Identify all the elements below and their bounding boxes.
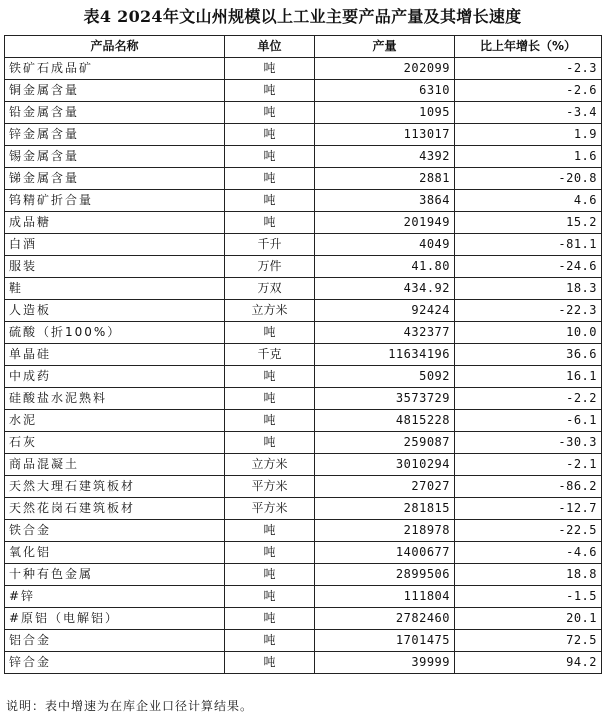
growth-cell: -22.5 (455, 520, 602, 542)
unit-cell: 万件 (225, 256, 315, 278)
product-name-cell: 锡金属含量 (5, 146, 225, 168)
output-cell: 1095 (315, 102, 455, 124)
product-name-cell: 铁合金 (5, 520, 225, 542)
table-row (5, 652, 602, 674)
product-name-cell: 铁矿石成品矿 (5, 58, 225, 80)
table-row (5, 586, 602, 608)
table-row (5, 124, 602, 146)
table-row (5, 476, 602, 498)
table-row (5, 410, 602, 432)
growth-cell: -81.1 (455, 234, 602, 256)
product-name-cell: #原铝（电解铝） (5, 608, 225, 630)
growth-cell: 20.1 (455, 608, 602, 630)
header-unit: 单位 (225, 36, 315, 58)
growth-cell: 1.6 (455, 146, 602, 168)
table-row (5, 608, 602, 630)
unit-cell: 千升 (225, 234, 315, 256)
table-row (5, 630, 602, 652)
unit-cell: 吨 (225, 102, 315, 124)
output-cell: 41.80 (315, 256, 455, 278)
production-table (4, 35, 602, 674)
table-note: 说明：表中增速为在库企业口径计算结果。 (6, 699, 254, 713)
growth-cell: -86.2 (455, 476, 602, 498)
table-row (5, 256, 602, 278)
unit-cell: 吨 (225, 124, 315, 146)
product-name-cell: 商品混凝土 (5, 454, 225, 476)
unit-cell: 吨 (225, 212, 315, 234)
unit-cell: 吨 (225, 432, 315, 454)
output-cell: 201949 (315, 212, 455, 234)
output-cell: 281815 (315, 498, 455, 520)
unit-cell: 吨 (225, 586, 315, 608)
product-name-cell: 成品糖 (5, 212, 225, 234)
product-name-cell: 铜金属含量 (5, 80, 225, 102)
growth-cell: 1.9 (455, 124, 602, 146)
growth-cell: -1.5 (455, 586, 602, 608)
table-row (5, 300, 602, 322)
table-row (5, 80, 602, 102)
output-cell: 3864 (315, 190, 455, 212)
unit-cell: 吨 (225, 608, 315, 630)
product-name-cell: 鞋 (5, 278, 225, 300)
table-row (5, 366, 602, 388)
product-name-cell: 天然大理石建筑板材 (5, 476, 225, 498)
growth-cell: 18.8 (455, 564, 602, 586)
product-name-cell: 十种有色金属 (5, 564, 225, 586)
output-cell: 218978 (315, 520, 455, 542)
product-name-cell: 钨精矿折合量 (5, 190, 225, 212)
growth-cell: -3.4 (455, 102, 602, 124)
unit-cell: 立方米 (225, 300, 315, 322)
product-name-cell: 单晶硅 (5, 344, 225, 366)
table-row (5, 212, 602, 234)
table-row (5, 234, 602, 256)
output-cell: 4049 (315, 234, 455, 256)
unit-cell: 吨 (225, 652, 315, 674)
unit-cell: 吨 (225, 410, 315, 432)
unit-cell: 吨 (225, 564, 315, 586)
product-name-cell: 锌合金 (5, 652, 225, 674)
table-row (5, 520, 602, 542)
growth-cell: -22.3 (455, 300, 602, 322)
unit-cell: 吨 (225, 630, 315, 652)
growth-cell: 18.3 (455, 278, 602, 300)
growth-cell: 15.2 (455, 212, 602, 234)
output-cell: 92424 (315, 300, 455, 322)
product-name-cell: 锑金属含量 (5, 168, 225, 190)
output-cell: 11634196 (315, 344, 455, 366)
growth-cell: 72.5 (455, 630, 602, 652)
unit-cell: 吨 (225, 146, 315, 168)
unit-cell: 平方米 (225, 476, 315, 498)
product-name-cell: 锌金属含量 (5, 124, 225, 146)
output-cell: 113017 (315, 124, 455, 146)
unit-cell: 吨 (225, 80, 315, 102)
growth-cell: 36.6 (455, 344, 602, 366)
output-cell: 111804 (315, 586, 455, 608)
table-row (5, 388, 602, 410)
output-cell: 2899506 (315, 564, 455, 586)
unit-cell: 立方米 (225, 454, 315, 476)
table-row (5, 146, 602, 168)
product-name-cell: #锌 (5, 586, 225, 608)
product-name-cell: 白酒 (5, 234, 225, 256)
growth-cell: -2.3 (455, 58, 602, 80)
output-cell: 27027 (315, 476, 455, 498)
table-row (5, 278, 602, 300)
table-row (5, 344, 602, 366)
growth-cell: 16.1 (455, 366, 602, 388)
output-cell: 6310 (315, 80, 455, 102)
table-row (5, 322, 602, 344)
header-growth: 比上年增长（%） (455, 36, 602, 58)
output-cell: 432377 (315, 322, 455, 344)
output-cell: 3010294 (315, 454, 455, 476)
unit-cell: 吨 (225, 366, 315, 388)
output-cell: 2881 (315, 168, 455, 190)
output-cell: 3573729 (315, 388, 455, 410)
header-output: 产量 (315, 36, 455, 58)
table-header (5, 36, 602, 58)
header-product-name: 产品名称 (5, 36, 225, 58)
header-row (5, 36, 602, 58)
product-name-cell: 石灰 (5, 432, 225, 454)
growth-cell: 10.0 (455, 322, 602, 344)
growth-cell: -2.6 (455, 80, 602, 102)
product-name-cell: 天然花岗石建筑板材 (5, 498, 225, 520)
table-row (5, 102, 602, 124)
output-cell: 434.92 (315, 278, 455, 300)
product-name-cell: 中成药 (5, 366, 225, 388)
growth-cell: -6.1 (455, 410, 602, 432)
output-cell: 1701475 (315, 630, 455, 652)
product-name-cell: 服装 (5, 256, 225, 278)
output-cell: 202099 (315, 58, 455, 80)
unit-cell: 吨 (225, 168, 315, 190)
unit-cell: 吨 (225, 190, 315, 212)
growth-cell: -4.6 (455, 542, 602, 564)
output-cell: 4392 (315, 146, 455, 168)
growth-cell: -2.2 (455, 388, 602, 410)
product-name-cell: 氧化铝 (5, 542, 225, 564)
output-cell: 39999 (315, 652, 455, 674)
product-name-cell: 硫酸（折100%） (5, 322, 225, 344)
unit-cell: 千克 (225, 344, 315, 366)
growth-cell: -20.8 (455, 168, 602, 190)
table-row (5, 542, 602, 564)
product-name-cell: 铝合金 (5, 630, 225, 652)
output-cell: 5092 (315, 366, 455, 388)
unit-cell: 吨 (225, 322, 315, 344)
unit-cell: 万双 (225, 278, 315, 300)
unit-cell: 吨 (225, 388, 315, 410)
table-row (5, 168, 602, 190)
unit-cell: 吨 (225, 542, 315, 564)
product-name-cell: 铅金属含量 (5, 102, 225, 124)
growth-cell: -24.6 (455, 256, 602, 278)
growth-cell: 4.6 (455, 190, 602, 212)
unit-cell: 平方米 (225, 498, 315, 520)
table-row (5, 432, 602, 454)
output-cell: 259087 (315, 432, 455, 454)
growth-cell: 94.2 (455, 652, 602, 674)
growth-cell: -30.3 (455, 432, 602, 454)
table-row (5, 58, 602, 80)
output-cell: 1400677 (315, 542, 455, 564)
unit-cell: 吨 (225, 58, 315, 80)
table-title: 表4 2024年文山州规模以上工业主要产品产量及其增长速度 (83, 7, 522, 26)
output-cell: 4815228 (315, 410, 455, 432)
product-name-cell: 水泥 (5, 410, 225, 432)
table-body (5, 58, 602, 674)
growth-cell: -12.7 (455, 498, 602, 520)
unit-cell: 吨 (225, 520, 315, 542)
product-name-cell: 硅酸盐水泥熟料 (5, 388, 225, 410)
growth-cell: -2.1 (455, 454, 602, 476)
table-row (5, 190, 602, 212)
product-name-cell: 人造板 (5, 300, 225, 322)
table-row (5, 564, 602, 586)
table-row (5, 498, 602, 520)
output-cell: 2782460 (315, 608, 455, 630)
table-row (5, 454, 602, 476)
